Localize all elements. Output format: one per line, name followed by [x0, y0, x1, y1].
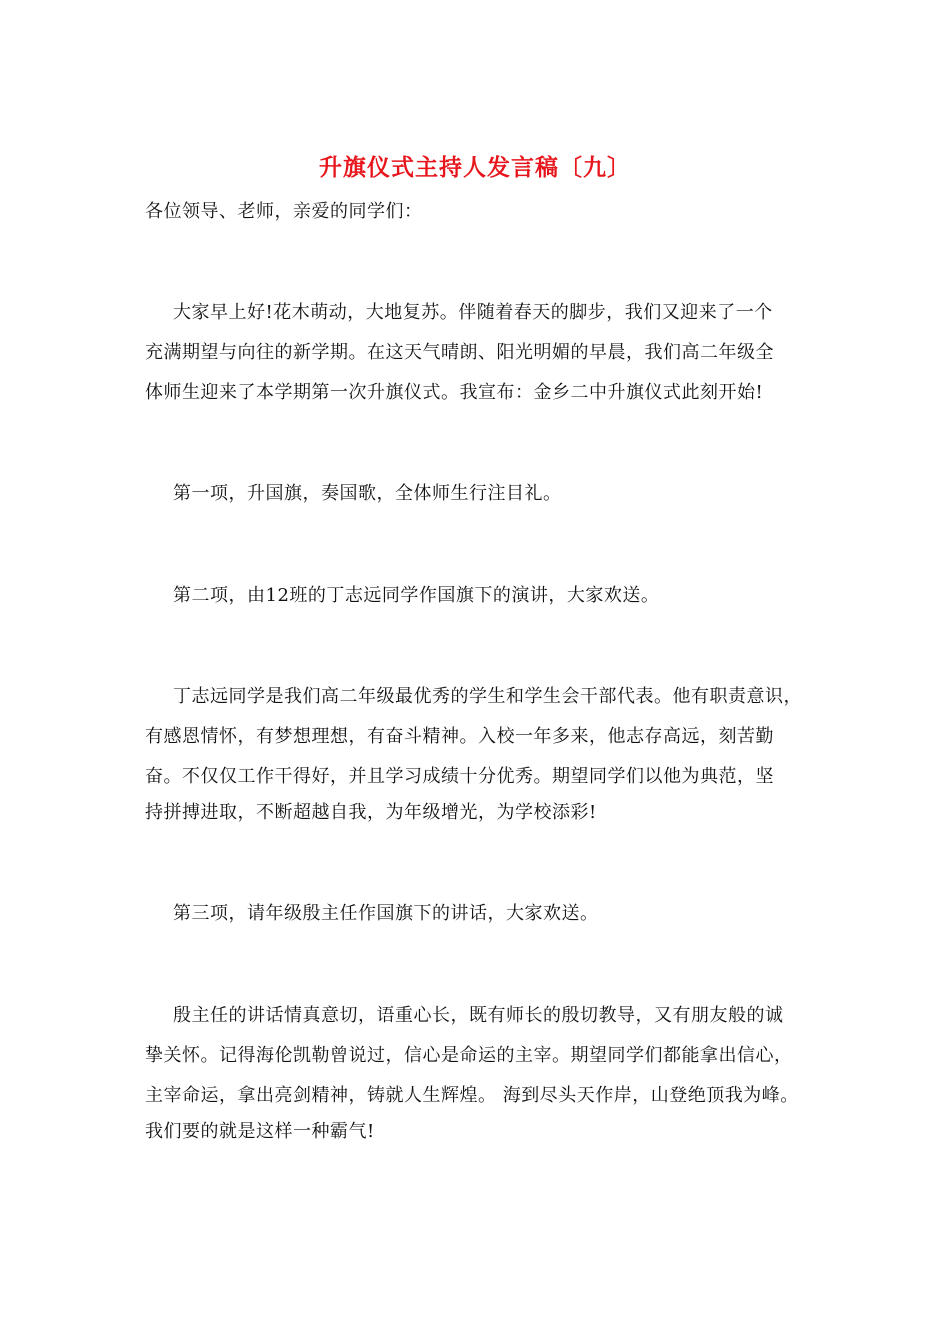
paragraph-line: 我们要的就是这样一种霸气!	[145, 1121, 375, 1142]
paragraph-line: 大家早上好!花木萌动，大地复苏。伴随着春天的脚步，我们又迎来了一个	[173, 302, 773, 323]
document-title: 升旗仪式主持人发言稿〔九〕	[319, 154, 631, 181]
paragraph-line: 有感恩情怀，有梦想理想，有奋斗精神。入校一年多来，他志存高远，刻苦勤	[145, 726, 774, 747]
paragraph-line: 主宰命运，拿出亮剑精神，铸就人生辉煌。 海到尽头天作岸，山登绝顶我为峰。	[145, 1085, 799, 1106]
salutation: 各位领导、老师，亲爱的同学们：	[145, 201, 423, 222]
paragraph-line: 殷主任的讲话情真意切，语重心长，既有师长的殷切教导，又有朋友般的诚	[173, 1005, 784, 1026]
paragraph-line: 充满期望与向往的新学期。在这天气晴朗、阳光明媚的早晨，我们高二年级全	[145, 342, 774, 363]
paragraph-line: 丁志远同学是我们高二年级最优秀的学生和学生会干部代表。他有职责意识，	[173, 686, 802, 707]
paragraph-line: 挚关怀。记得海伦凯勒曾说过，信心是命运的主宰。期望同学们都能拿出信心，	[145, 1045, 793, 1066]
paragraph-line: 第一项，升国旗，奏国歌，全体师生行注目礼。	[173, 483, 562, 504]
paragraph-line: 奋。不仅仅工作干得好，并且学习成绩十分优秀。期望同学们以他为典范，坚	[145, 766, 774, 787]
paragraph-line: 第二项，由12班的丁志远同学作国旗下的演讲，大家欢送。	[173, 585, 660, 606]
paragraph-line: 第三项，请年级殷主任作国旗下的讲话，大家欢送。	[173, 903, 599, 924]
paragraph-line: 持拼搏进取，不断超越自我，为年级增光，为学校添彩!	[145, 802, 597, 823]
paragraph-line: 体师生迎来了本学期第一次升旗仪式。我宣布：金乡二中升旗仪式此刻开始!	[145, 382, 764, 403]
